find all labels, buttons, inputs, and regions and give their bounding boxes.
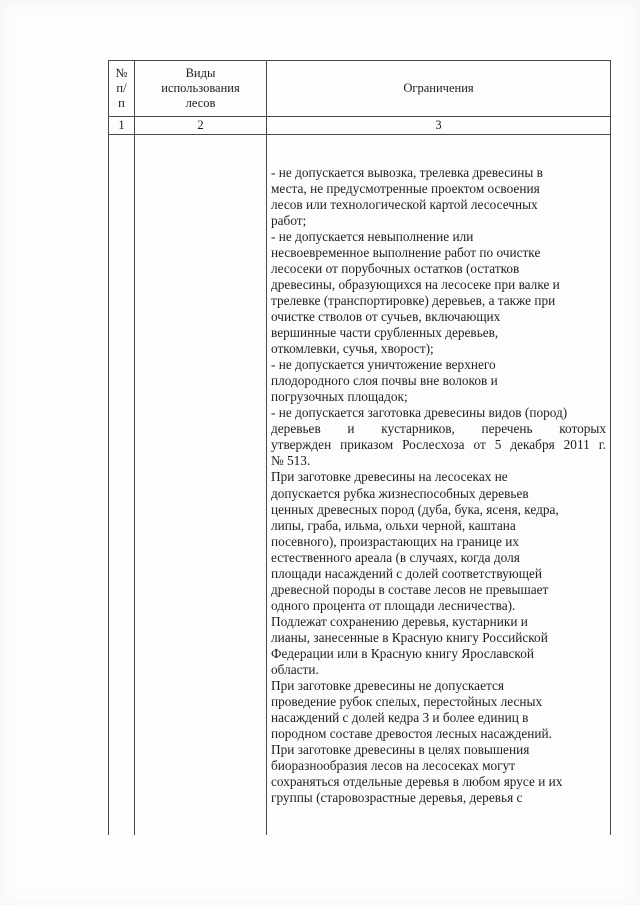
restrictions-text-line: породном составе древостоя лесных насаждений. — [271, 726, 552, 742]
restrictions-text-line: площади насаждений с долей соответствующей — [271, 565, 542, 581]
header-number-line-2: п/ — [116, 81, 127, 95]
restrictions-text-line: насаждений с долей кедра 3 и более единиц в — [271, 710, 529, 726]
restrictions-text-line: - не допускается заготовка древесины видов (пород) — [271, 405, 568, 421]
restrictions-text-line: проведение рубок спелых, перестойных лесных — [271, 694, 543, 710]
restrictions-text-line: плодородного слоя почвы вне волоков и — [271, 373, 498, 389]
restrictions-text-line: очистке стволов от сучьев, включающих — [271, 308, 501, 324]
restrictions-text-line: При заготовке древесины в целях повышения — [271, 742, 530, 758]
restrictions-text-line: откомлевки, сучья, хворост); — [271, 341, 434, 357]
restrictions-text-line: одного процента от площади лесничества). — [271, 597, 516, 613]
restrictions-text-line: ценных древесных пород (дуба, бука, ясеня, кедра, — [271, 501, 559, 517]
restrictions-table — [108, 60, 611, 835]
header-restrictions-label: Ограничения — [403, 81, 474, 95]
restrictions-text-line: утвержден приказом Рослесхоза от 5 декабря 2011 г. — [271, 437, 606, 453]
restrictions-text-line: лианы, занесенные в Красную книгу Российской — [271, 629, 548, 645]
restrictions-text-line: группы (старовозрастные деревья, деревья с — [271, 790, 523, 806]
restrictions-text-line: деревьев и кустарников, перечень которых — [271, 421, 606, 437]
restrictions-text-line: естественного ареала (в случаях, когда доля — [271, 549, 520, 565]
restrictions-text-line: древесины, образующихся на лесосеке при валке и — [271, 276, 560, 292]
header-usage-line-1: Виды — [185, 66, 216, 80]
restrictions-text-line: Федерации или в Красную книгу Ярославской — [271, 645, 534, 661]
table-header-row — [109, 61, 611, 117]
body-restrictions-cell — [267, 135, 611, 836]
restrictions-text-line: сохраняться отдельные деревья в любом ярусе и их — [271, 774, 563, 790]
index-cell-3: 3 — [267, 117, 611, 135]
restrictions-text-line: древесной породы в составе лесов не превышает — [271, 581, 549, 597]
restrictions-text-line: места, не предусмотренные проектом освоения — [271, 180, 540, 196]
header-number-line-3: п — [118, 96, 125, 110]
restrictions-text-line: погрузочных площадок; — [271, 389, 408, 405]
restrictions-text-line: При заготовке древесины не допускается — [271, 678, 504, 694]
restrictions-text-line: допускается рубка жизнеспособных деревьев — [271, 485, 529, 501]
restrictions-text-line: Подлежат сохранению деревья, кустарники и — [271, 613, 528, 629]
restrictions-text-line: несвоевременное выполнение работ по очистке — [271, 244, 541, 260]
restrictions-text-line: № 513. — [271, 453, 311, 469]
header-restrictions-cell — [267, 61, 611, 117]
restrictions-text-line: - не допускается невыполнение или — [271, 228, 474, 244]
restrictions-text-line: липы, граба, ильма, ольхи черной, каштана — [271, 517, 516, 533]
header-number-line-1: № — [115, 66, 128, 80]
restrictions-text-line: При заготовке древесины на лесосеках не — [271, 469, 508, 485]
header-usage-line-2: использования — [161, 81, 240, 95]
body-number-cell — [109, 135, 135, 836]
header-usage-line-3: лесов — [185, 96, 216, 110]
index-cell-2: 2 — [135, 117, 267, 135]
restrictions-text-line: трелевке (транспортировке) деревьев, а также при — [271, 292, 556, 308]
restrictions-text — [267, 164, 610, 807]
index-cell-1: 1 — [109, 117, 135, 135]
restrictions-text-line: посевного), произрастающих на границе их — [271, 533, 520, 549]
restrictions-text-line: биоразнообразия лесов на лесосеках могут — [271, 758, 516, 774]
restrictions-text-line: лесосеки от порубочных остатков (остатков — [271, 260, 520, 276]
header-number-cell — [109, 61, 135, 117]
restrictions-text-line: работ; — [271, 212, 307, 228]
restrictions-text-line: - не допускается уничтожение верхнего — [271, 357, 496, 373]
restrictions-text-line: лесов или технологической картой лесосечных — [271, 196, 538, 212]
table-index-row — [109, 117, 611, 135]
table-body-row — [109, 135, 611, 836]
restrictions-text-line: вершинные части срубленных деревьев, — [271, 325, 499, 341]
body-usage-cell — [135, 135, 267, 836]
restrictions-text-line: области. — [271, 662, 319, 678]
restrictions-text-line: - не допускается вывозка, трелевка древесины в — [271, 164, 543, 180]
header-usage-cell — [135, 61, 267, 117]
